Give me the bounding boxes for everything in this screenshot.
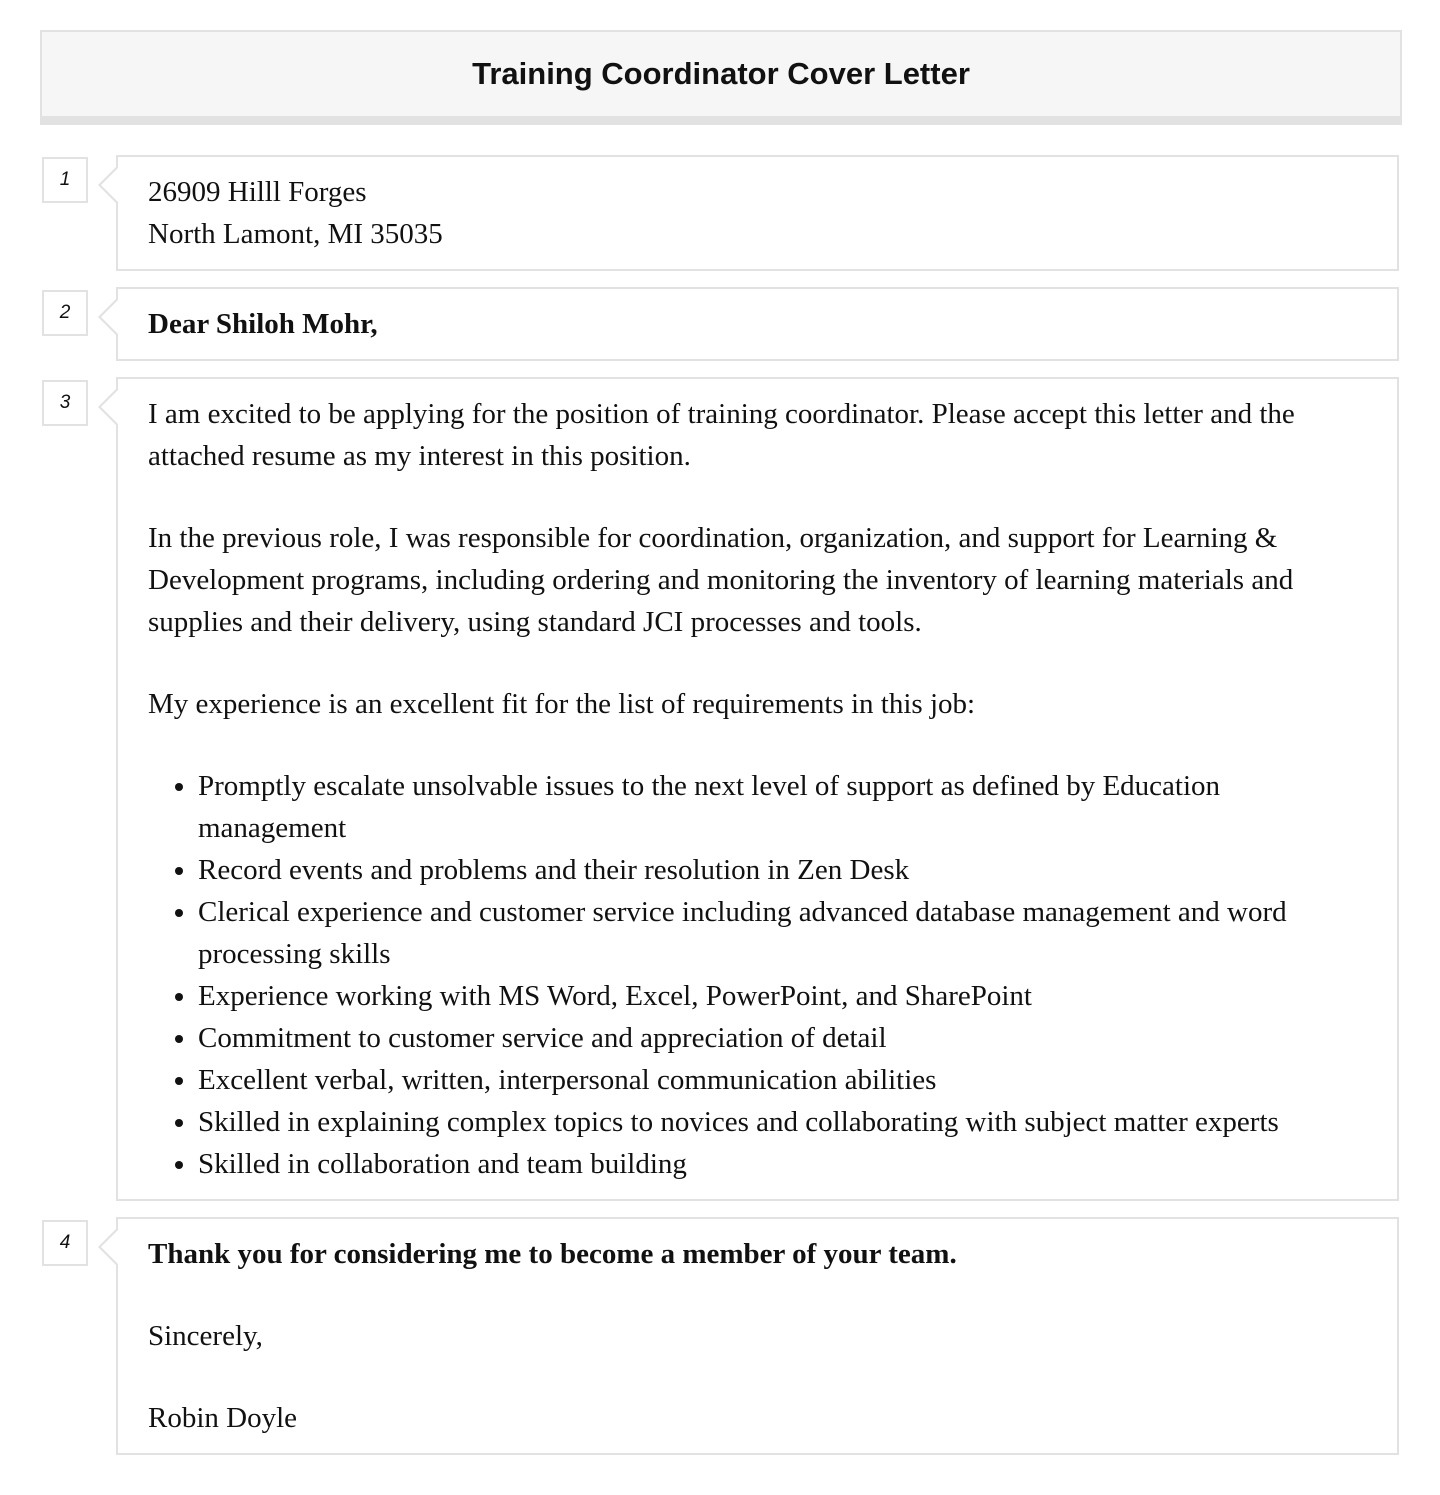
section-number-1: 1 — [42, 157, 88, 203]
list-item: • Commitment to customer service and appreciation of detail — [198, 1017, 1367, 1059]
closing-line: Thank you for considering me to become a member of your team. — [148, 1238, 957, 1270]
salutation: Dear Shiloh Mohr, — [148, 308, 378, 340]
intro-paragraph: I am excited to be applying for the position of training coordinator. Please accept this letter and the attached resume as my interest in this position. — [148, 398, 1295, 472]
sign-off: Sincerely, — [148, 1320, 263, 1352]
page-title: Training Coordinator Cover Letter — [472, 56, 970, 91]
salutation-block — [116, 287, 1399, 361]
section-number-4: 4 — [42, 1220, 88, 1266]
address-line-1: 26909 Hilll Forges — [148, 176, 367, 208]
list-item: • Excellent verbal, written, interpersonal communication abilities — [198, 1059, 1367, 1101]
list-item: • Promptly escalate unsolvable issues to the next level of support as defined by Education management — [198, 765, 1367, 849]
body-block — [116, 377, 1399, 1201]
list-item: • Record events and problems and their resolution in Zen Desk — [198, 849, 1367, 891]
section-number-2: 2 — [42, 290, 88, 336]
experience-paragraph: In the previous role, I was responsible for coordination, organization, and support for Learning & Development programs, including ordering and monitoring the inventory of learning materials and supplies and their delivery, using standard JCI processes and tools. — [148, 522, 1294, 638]
requirements-list — [148, 765, 1367, 1185]
list-item: • Skilled in explaining complex topics to novices and collaborating with subject matter experts — [198, 1101, 1367, 1143]
signature: Robin Doyle — [148, 1402, 298, 1434]
letter-header — [40, 30, 1402, 125]
closing-block — [116, 1217, 1399, 1455]
list-item: • Experience working with MS Word, Excel, PowerPoint, and SharePoint — [198, 975, 1367, 1017]
section-number-3: 3 — [42, 380, 88, 426]
list-item: • Clerical experience and customer service including advanced database management and word processing skills — [198, 891, 1367, 975]
address-line-2: North Lamont, MI 35035 — [148, 218, 443, 250]
list-item: • Skilled in collaboration and team building — [198, 1143, 1367, 1185]
requirements-intro: My experience is an excellent fit for the list of requirements in this job: — [148, 688, 976, 720]
address-block — [116, 155, 1399, 271]
